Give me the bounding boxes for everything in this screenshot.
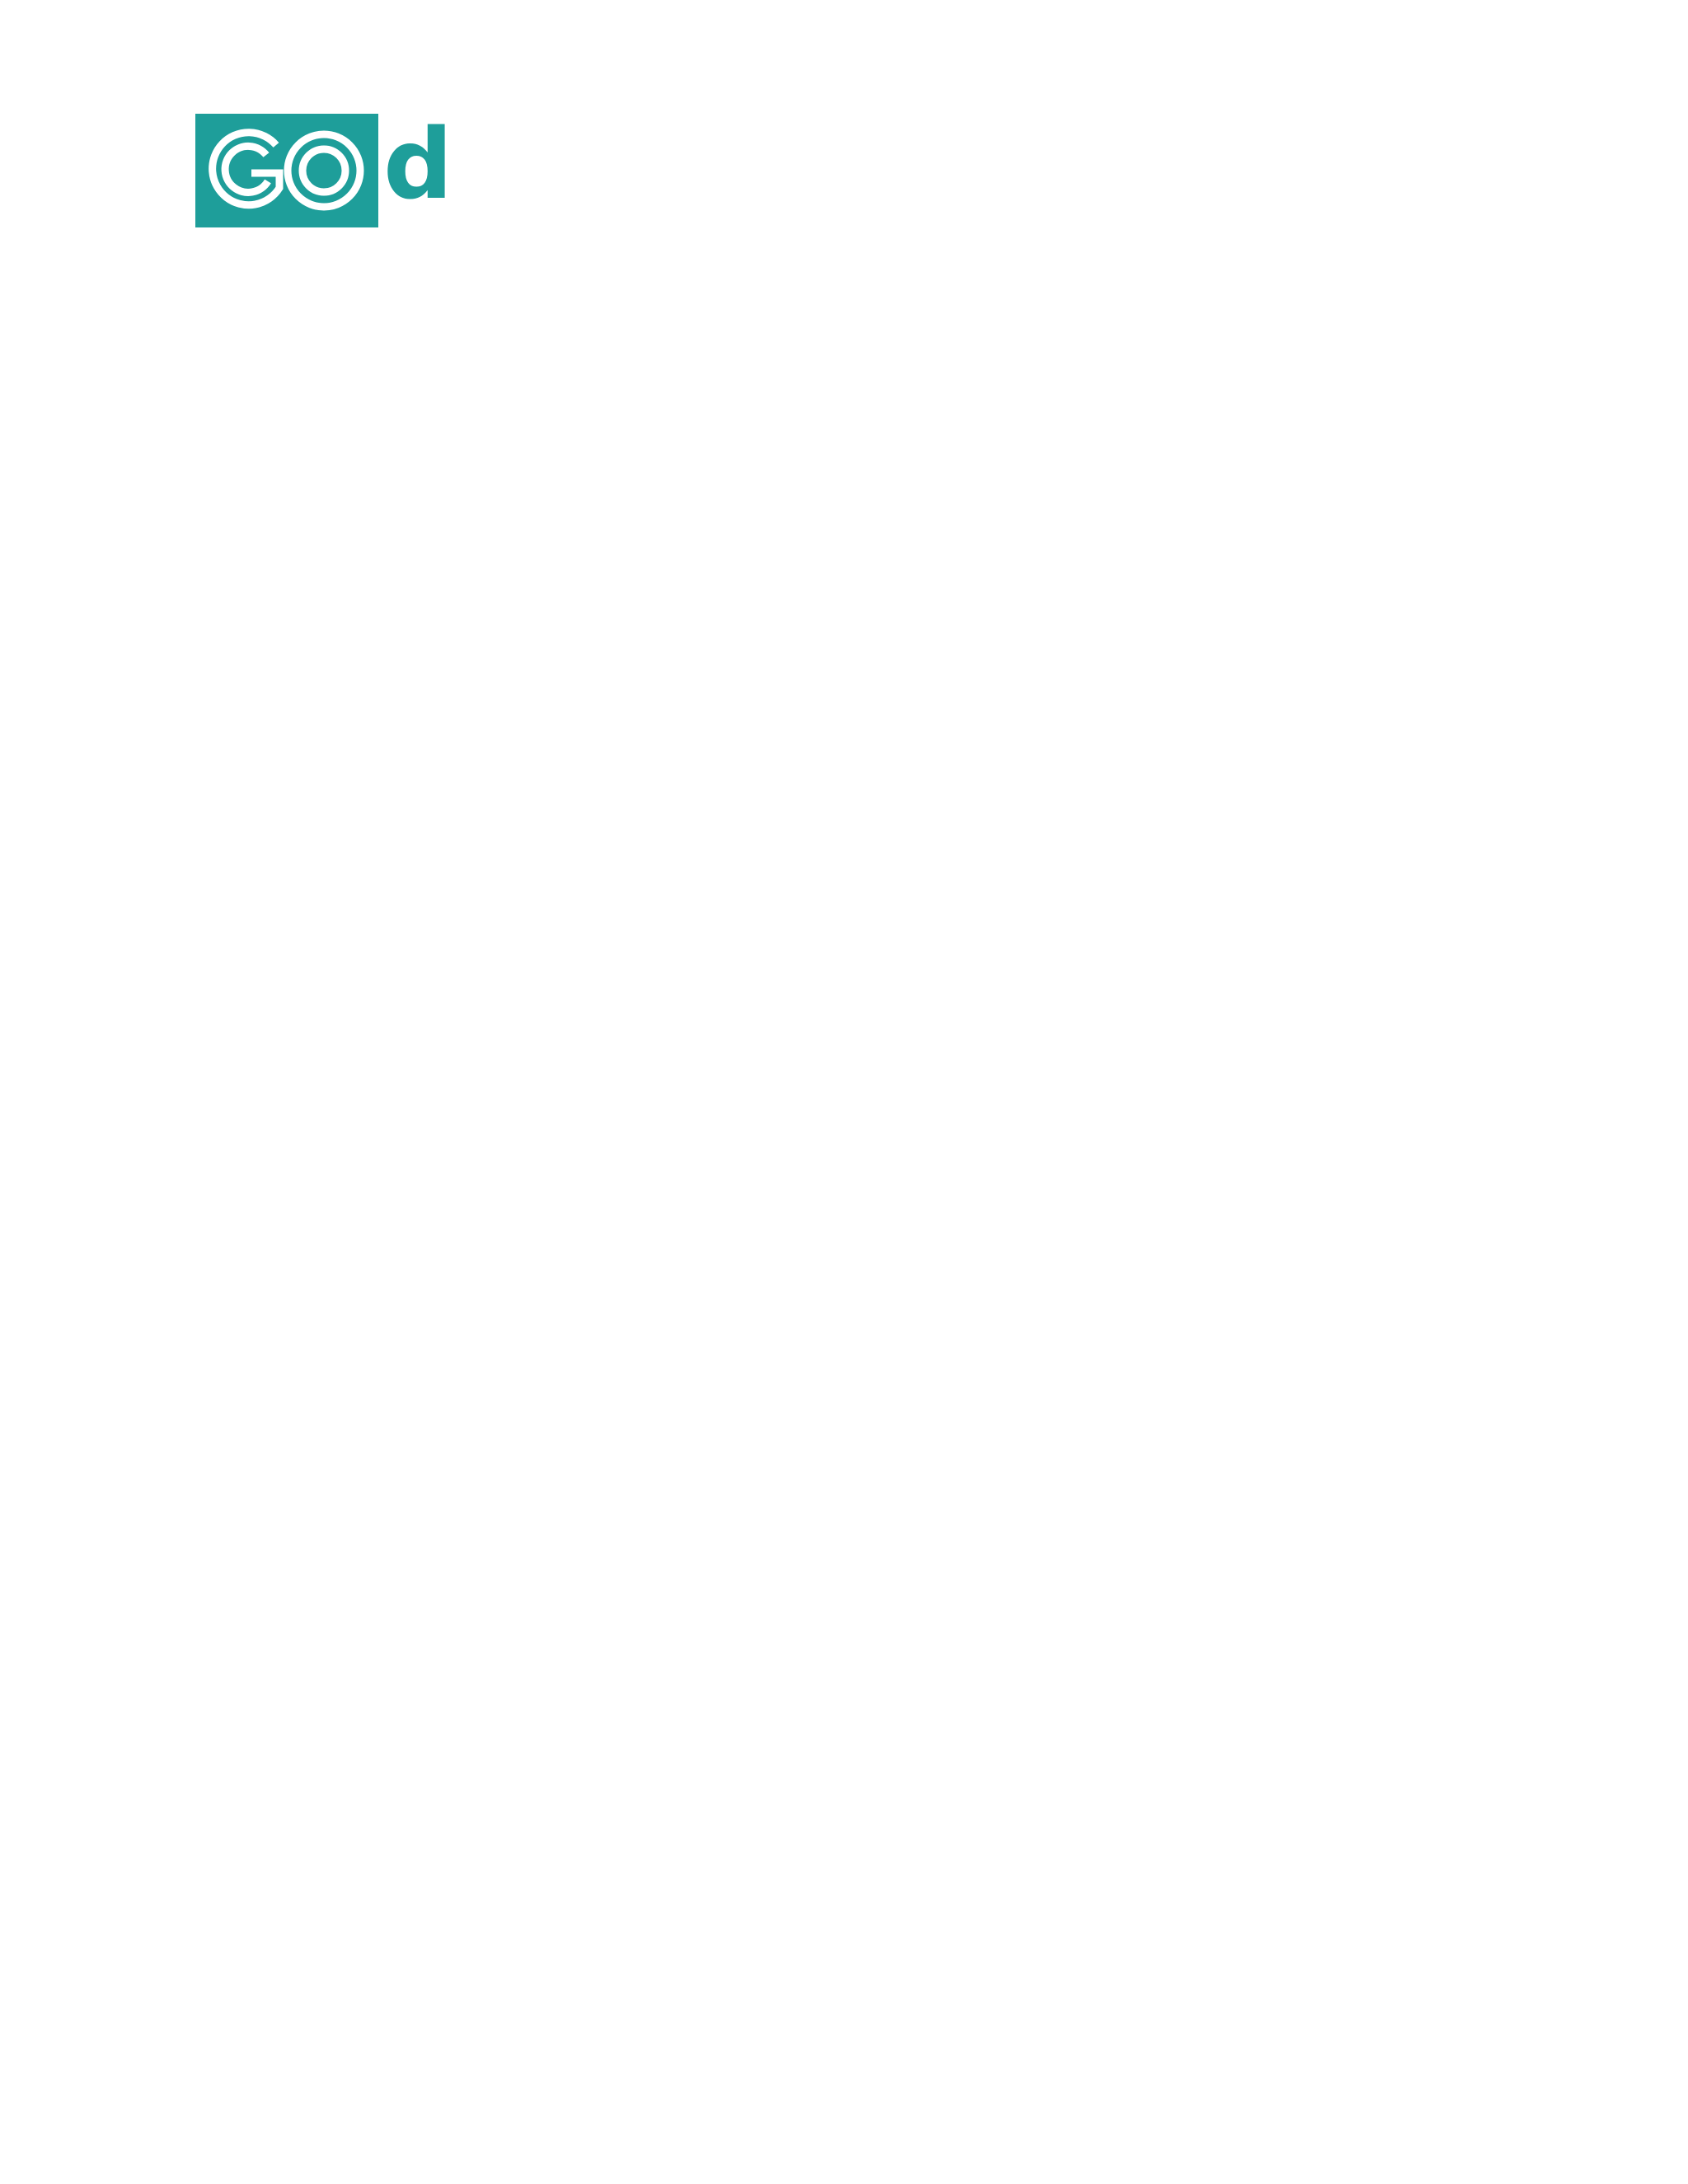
logo-go-mark-icon (200, 124, 373, 218)
company-logo (195, 107, 663, 227)
logo-mark-box (195, 114, 378, 227)
logo-wordmark: d (383, 107, 450, 221)
